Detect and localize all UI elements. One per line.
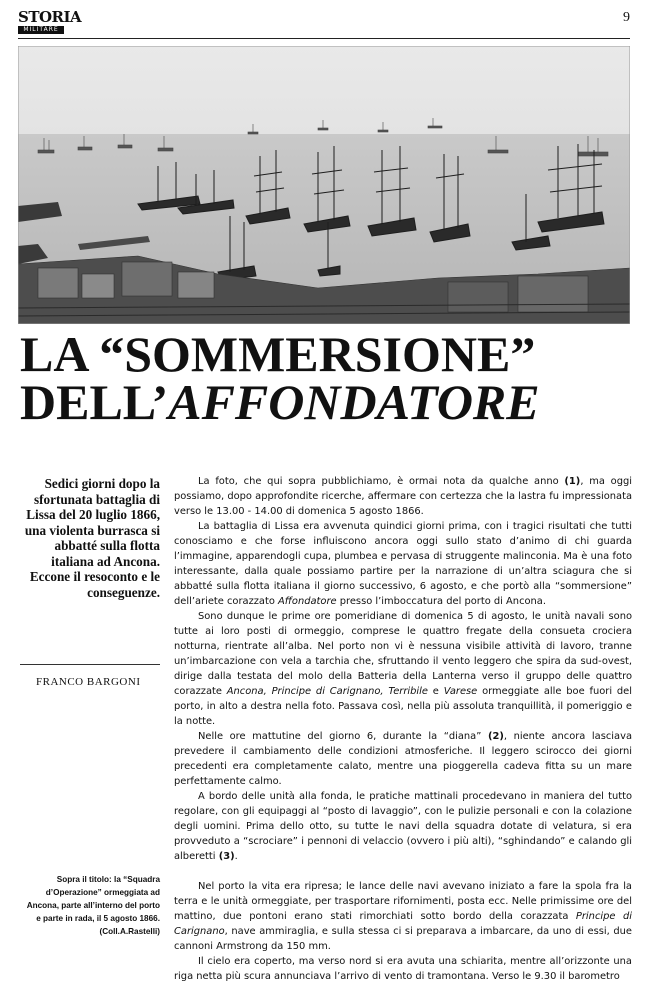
title-line-1: LA “SOMMERSIONE”: [20, 326, 536, 382]
paragraph-3-text-b: ormeggiate alle boe fuori del porto, in alto a destra nella foto. Passava così, nella più assoluta tranquillità, il pomeriggio e la notte.: [174, 686, 632, 727]
paragraph-2: [174, 519, 632, 609]
paragraph-3-ship-varese: Varese: [443, 686, 478, 697]
title-ship-name: AFFONDATORE: [168, 374, 540, 430]
header-rule: [18, 38, 630, 39]
paragraph-3: [174, 609, 632, 729]
paragraph-7: Il cielo era coperto, ma verso nord si era avuta una schiarita, mentre all’orizzonte una riga netta più scura annunciava l’arrivo di vento di tramontana. Verso le 9.30 il barometro: [174, 956, 632, 982]
paragraph-1-text-a: La foto, che qui sopra pubblichiamo, è ormai nota da qualche anno: [198, 476, 565, 487]
paragraph-2-text-b: presso l’imboccatura del porto di Ancona.: [336, 596, 546, 607]
paragraph-3-ships: Ancona, Principe di Carignano, Terribile: [226, 686, 428, 697]
magazine-logo-subtitle: MILITARE: [18, 26, 64, 34]
paragraph-2-ship: Affondatore: [278, 596, 337, 607]
paragraph-6: [174, 879, 632, 954]
paragraph-4: [174, 729, 632, 789]
paragraph-6-text-b: , nave ammiraglia, e sulla stessa ci si preparava a imbarcare, da uno di essi, due cannoni Armstrong da 150 mm.: [174, 926, 632, 952]
title-line-2-prefix: DELL’: [20, 374, 169, 430]
standfirst: Sedici giorni dopo la sfortunata battaglia di Lissa del 20 luglio 1866, una violenta burrasca si abbatté sulla flotta italiana ad Ancona. Eccone il resoconto e le conseguenze.: [24, 476, 160, 600]
magazine-logo: STORIA: [18, 8, 82, 26]
page-header: [18, 8, 630, 36]
paragraph-4-text-b: , niente ancora lasciava prevedere il cambiamento delle condizioni atmosferiche. Il leggero scirocco dei giorni precedenti era completamente calato, mentre una pioggerella cadeva fitta su un mare perfettamente calmo.: [174, 731, 632, 787]
paragraph-4-text-a: Nelle ore mattutine del giorno 6, durante la “diana”: [198, 731, 488, 742]
footnote-ref-1: (1): [564, 476, 581, 487]
footnote-ref-2: (2): [487, 731, 504, 742]
article-body: [174, 474, 632, 984]
author-byline: FRANCO BARGONI: [36, 676, 141, 688]
photo-caption: Sopra il titolo: la “Squadra d’Operazione” ormeggiata ad Ancona, parte all’interno del porto e parte in rada, il 5 agosto 1866. (Coll.A.Rastelli): [26, 875, 160, 936]
page-number: 9: [623, 10, 630, 25]
standfirst-divider: [20, 664, 160, 665]
paragraph-1: [174, 474, 632, 519]
paragraph-1-text-b: , ma oggi possiamo, dopo approfondite ricerche, affermare con certezza che la lastra fu impressionata verso le 13.00 - 14.00 di domenica 5 agosto 1866.: [174, 476, 632, 517]
title-line-2: [20, 374, 630, 430]
paragraph-5-text-b: .: [234, 851, 238, 862]
harbor-photograph: [18, 46, 630, 324]
paragraph-6-text-a: Nel porto la vita era ripresa; le lance delle navi avevano iniziato a fare la spola fra la terra e le unità ormeggiate, per trasportare rifornimenti, posta ecc. Nelle primissime ore del mattino, due pontoni erano stati rimorchiati sotto bordo della corazzata: [174, 881, 632, 922]
footnote-ref-3: (3): [218, 851, 235, 862]
paragraph-3-text-a: Sono dunque le prime ore pomeridiane di domenica 5 di agosto, le unità navali sono tutte ai loro posti di ormeggio, comprese le quattro fregate della consueta crociera notturna, rientrate all’alba. Nel porto non vi è nessuna visibile attività di lavoro, tranne un’imbarcazione con vela a tarchia che, sfruttando il vento leggero che spira da sud-ovest, dirige dalla testata del molo della Batteria della Lanterna verso il gruppo delle quattro corazzate: [174, 611, 632, 697]
paragraph-5: [174, 789, 632, 864]
paragraph-5-text-a: A bordo delle unità alla fonda, le pratiche mattinali procedevano in maniera del tutto regolare, con gli equipaggi al “posto di lavaggio”, con le pulizie personali e con la colazione degli uomini. Prima dello otto, su tutte le navi della squadra dotate di velatura, si era provveduto a “scrociare” i pennoni di velaccio (ovvero i più alti), “sghindando” e calando gli alberetti: [174, 791, 632, 862]
paragraph-6-ship: Principe di Carignano: [174, 911, 633, 937]
article-title: [20, 326, 630, 430]
paragraph-2-text-a: La battaglia di Lissa era avvenuta quindici giorni prima, con i tragici risultati che tutti conosciamo e che forse influiscono ancora oggi sullo stato d’animo di chi guarda l’immagine, apparendogli cupa, plumbea e pervasa di struggente malinconia. Ma è una foto interessante, dalla quale possiamo partire per la narrazione di un’altra sciagura che si abbatté sulla flotta italiana il giorno successivo, 6 agosto, e che portò alla “sommersione” dell’ariete corazzato: [174, 521, 632, 607]
paragraph-3-text-mid: e: [427, 686, 444, 697]
